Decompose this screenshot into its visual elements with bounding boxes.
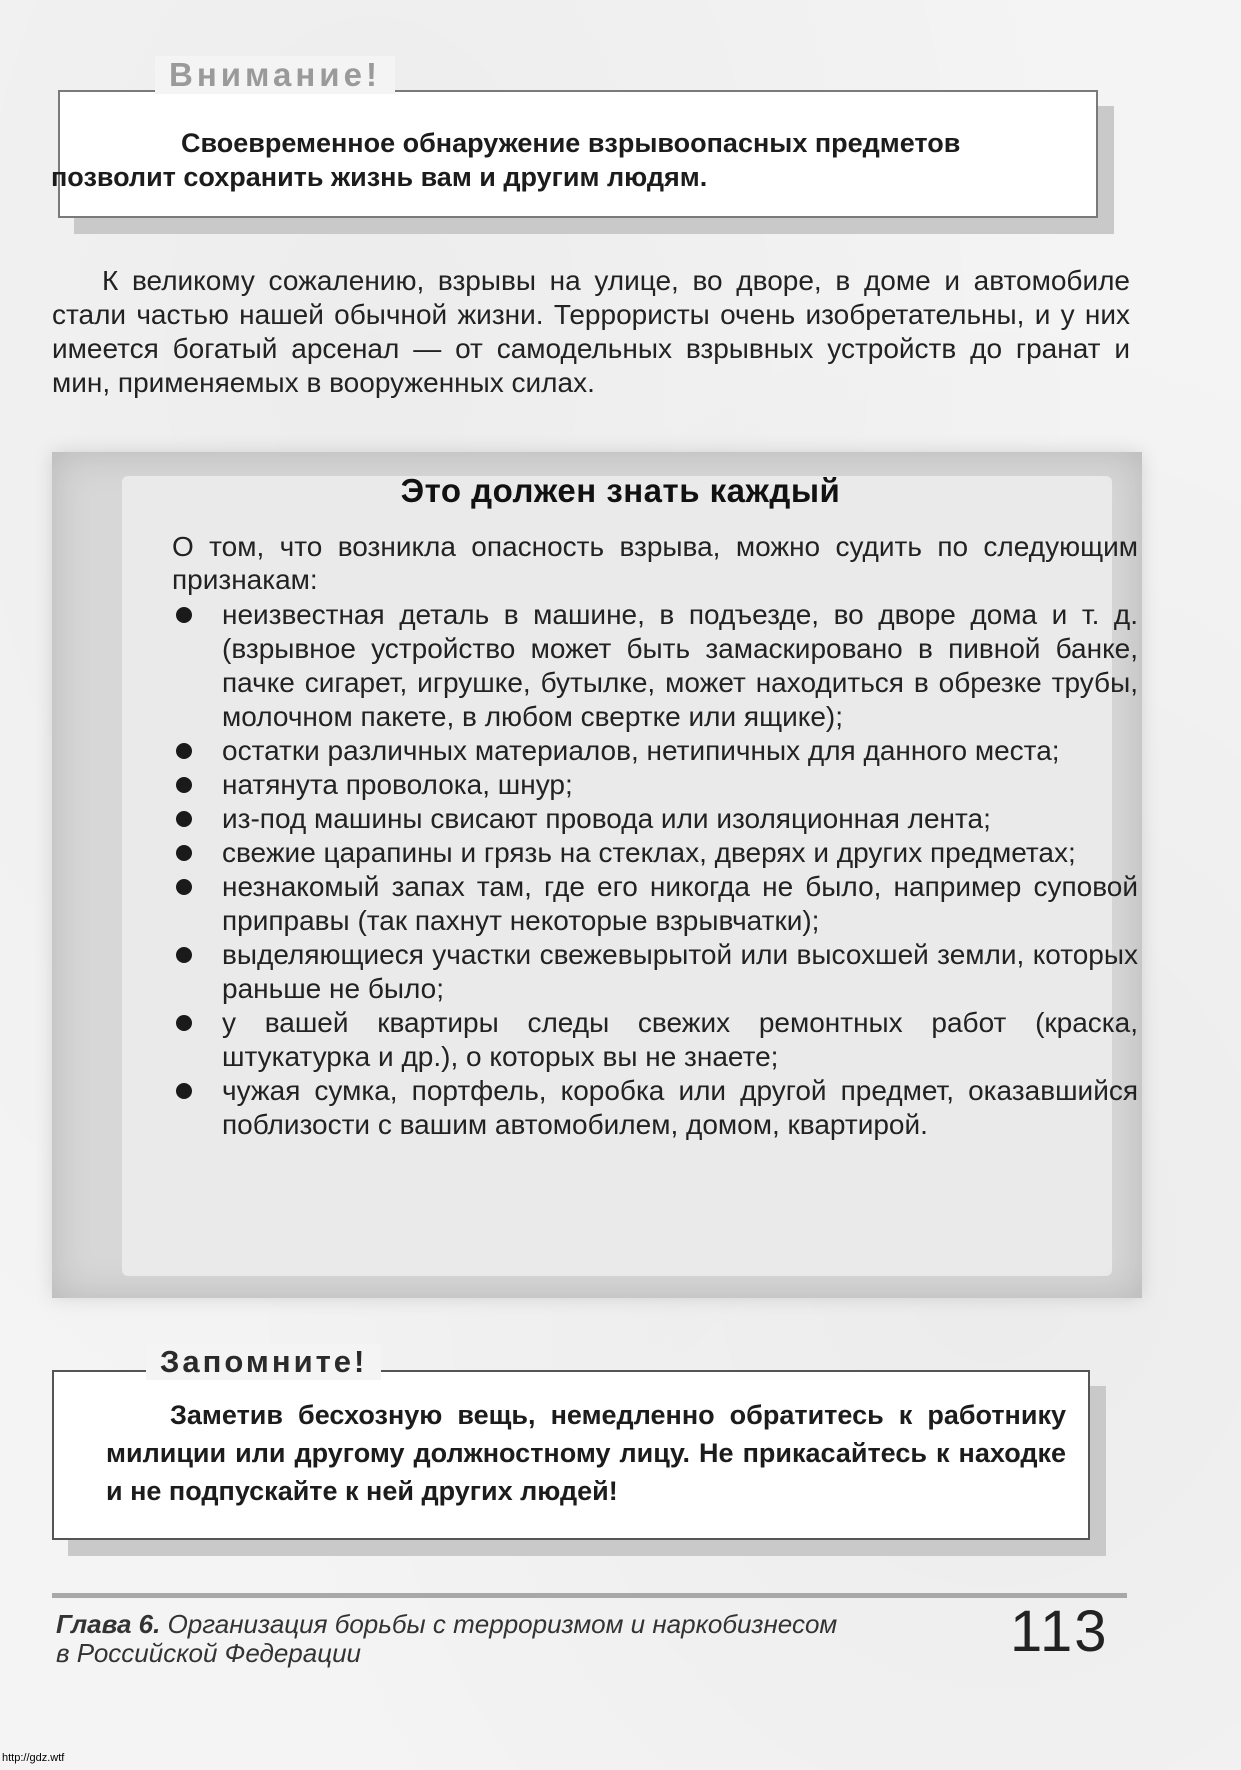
remember-title: Запомните! xyxy=(146,1344,381,1380)
list-item xyxy=(172,1006,1138,1074)
list-item-text: свежие царапины и грязь на стеклах, дверях и других предметах; xyxy=(222,837,1076,868)
list-item xyxy=(172,734,1138,768)
list-item-text: выделяющиеся участки свежевырытой или высохшей земли, которых раньше не было; xyxy=(222,939,1138,1004)
bullet-icon xyxy=(176,879,192,895)
remember-box xyxy=(52,1344,1090,1540)
bullet-icon xyxy=(176,777,192,793)
bullet-icon xyxy=(176,947,192,963)
bullet-icon xyxy=(176,1083,192,1099)
list-item xyxy=(172,836,1138,870)
list-item-text: остатки различных материалов, нетипичных для данного места; xyxy=(222,735,1060,766)
chapter-title-line-2: в Российской Федерации xyxy=(56,1638,362,1668)
must-know-title: Это должен знать каждый xyxy=(400,472,841,509)
list-item xyxy=(172,938,1138,1006)
source-url[interactable]: http://gdz.wtf xyxy=(2,1752,65,1764)
bullet-icon xyxy=(176,1015,192,1031)
list-item xyxy=(172,1074,1138,1142)
bullet-icon xyxy=(176,811,192,827)
footer-divider xyxy=(52,1593,1127,1598)
list-item xyxy=(172,870,1138,938)
list-item-text: незнакомый запах там, где его никогда не было, например суповой приправы (так пахнут некоторые взрывчатки); xyxy=(222,871,1138,936)
bullet-icon xyxy=(176,845,192,861)
remember-text: Заметив бесхозную вещь, немедленно обратитесь к работнику милиции или другому должностному лицу. Не прикасайтесь к находке и не подпускайте к ней других людей! xyxy=(106,1400,1066,1506)
list-item xyxy=(172,802,1138,836)
must-know-lead: О том, что возникла опасность взрыва, можно судить по следующим признакам: xyxy=(172,531,1138,595)
list-item-text: у вашей квартиры следы свежих ремонтных работ (краска, штукатурка и др.), о которых вы не знаете; xyxy=(222,1007,1138,1072)
attention-line-1: Своевременное обнаружение взрывоопасных предметов xyxy=(181,128,961,158)
warning-signs-list xyxy=(172,598,1138,1142)
bullet-icon xyxy=(176,607,192,623)
bullet-icon xyxy=(176,743,192,759)
attention-text xyxy=(51,126,1086,194)
list-item-text: натянута проволока, шнур; xyxy=(222,769,573,800)
attention-box xyxy=(51,56,1098,218)
list-item-text: из-под машины свисают провода или изоляционная лента; xyxy=(222,803,991,834)
chapter-title-line-1: Организация борьбы с терроризмом и наркобизнесом xyxy=(167,1609,838,1639)
chapter-label: Глава 6. xyxy=(56,1609,161,1639)
attention-line-2: позволит сохранить жизнь вам и другим людям. xyxy=(51,162,708,192)
chapter-footer xyxy=(56,1610,976,1668)
attention-title: Внимание! xyxy=(155,56,395,94)
list-item-text: неизвестная деталь в машине, в подъезде, во дворе дома и т. д. (взрывное устройство может быть замаскировано в пивной банке, пачке сигарет, игрушке, бутылке, может находиться в обрезке трубы, молочном пакете, в любом свертке или ящике); xyxy=(222,599,1138,732)
list-item xyxy=(172,768,1138,802)
intro-paragraph: К великому сожалению, взрывы на улице, во дворе, в доме и автомобиле стали частью нашей обычной жизни. Террористы очень изобретательны, и у них имеется богатый арсенал — от самодельных взрывных устройств до гранат и мин, применяемых в вооруженных силах. xyxy=(52,265,1130,398)
page-number: 113 xyxy=(1010,1599,1109,1664)
list-item xyxy=(172,598,1138,734)
list-item-text: чужая сумка, портфель, коробка или другой предмет, оказавшийся поблизости с вашим автомобилем, домом, квартирой. xyxy=(222,1075,1138,1140)
